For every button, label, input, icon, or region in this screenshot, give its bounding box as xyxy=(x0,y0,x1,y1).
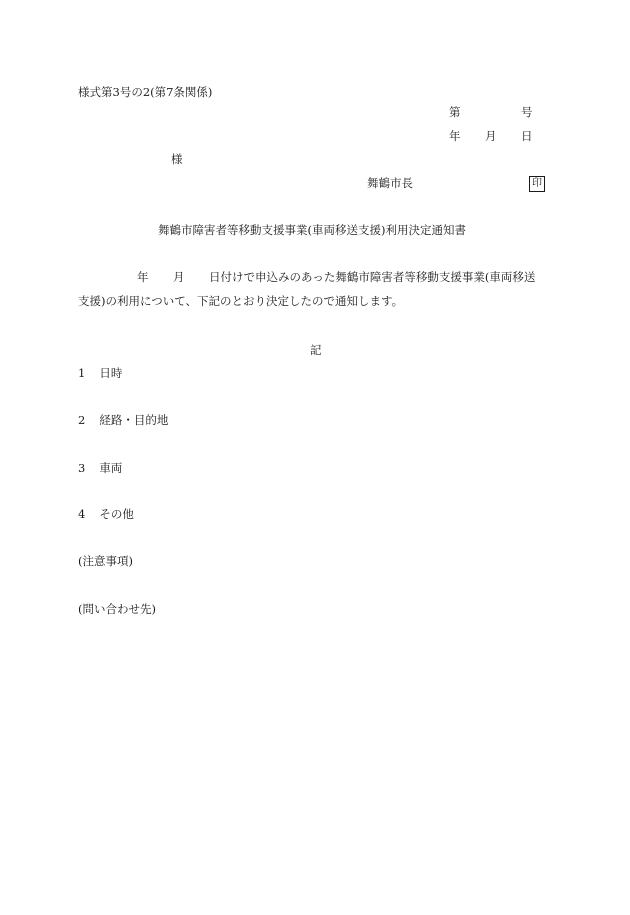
item-label: 経路・目的地 xyxy=(99,413,169,427)
item-number: 1 xyxy=(78,366,86,380)
seal-text: 印 xyxy=(529,176,545,192)
item-number: 4 xyxy=(78,507,86,521)
notes-heading: (注意事項) xyxy=(78,554,133,568)
item-3 xyxy=(78,463,122,475)
item-4 xyxy=(78,509,134,521)
form-number: 様式第3号の2(第7条関係) xyxy=(78,85,213,99)
ki-heading: 記 xyxy=(310,343,322,357)
issuer: 舞鶴市長 xyxy=(367,176,413,190)
body-year: 年 xyxy=(137,270,149,284)
item-label: 車両 xyxy=(99,461,123,475)
body-line-2: 支援)の利用について、下記のとおり決定したので通知します。 xyxy=(78,294,404,308)
addressee-suffix: 様 xyxy=(171,152,183,166)
date-year: 年 xyxy=(449,129,461,143)
document-title: 舞鶴市障害者等移動支援事業(車両移送支援)利用決定通知書 xyxy=(158,223,466,237)
document-number-suffix: 号 xyxy=(521,105,533,119)
body-month: 月 xyxy=(173,270,185,284)
item-number: 3 xyxy=(78,461,86,475)
item-label: 日時 xyxy=(99,366,123,380)
body-line-1: 日付けで申込みのあった舞鶴市障害者等移動支援事業(車両移送 xyxy=(209,270,536,284)
date-day: 日 xyxy=(521,129,533,143)
seal-mark xyxy=(529,176,545,192)
item-label: その他 xyxy=(99,507,134,521)
date-month: 月 xyxy=(485,129,497,143)
document-number-prefix: 第 xyxy=(449,105,461,119)
item-number: 2 xyxy=(78,413,86,427)
item-2 xyxy=(78,415,168,427)
contact-heading: (問い合わせ先) xyxy=(78,602,156,616)
item-1 xyxy=(78,368,122,380)
